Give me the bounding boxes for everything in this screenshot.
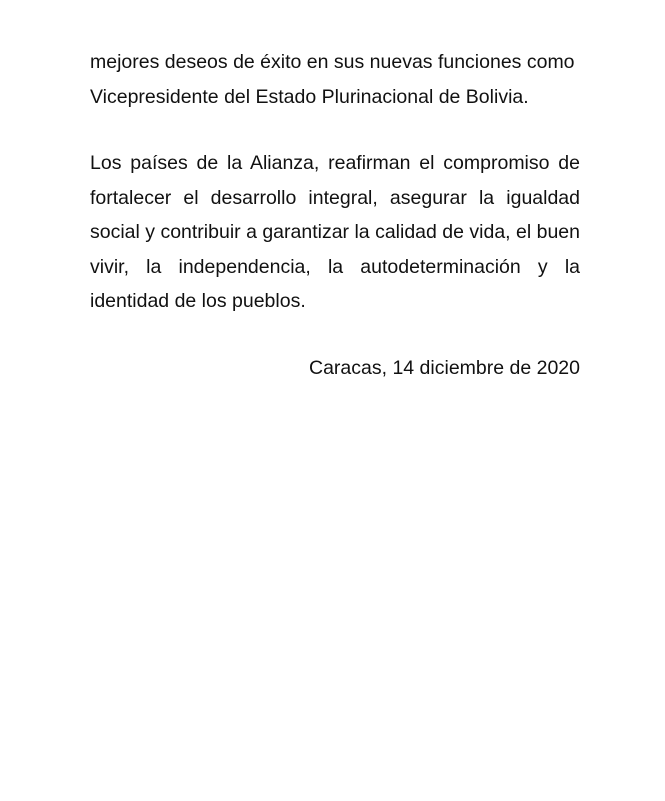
place-date-line: Caracas, 14 diciembre de 2020 (309, 357, 580, 379)
commitment-paragraph: Los países de la Alianza, reafirman el compromiso de fortalecer el desarrollo integral, asegurar la igualdad social y contribuir a garantizar la calidad de vida, el buen vivir, la independencia, la autodeterminación y la identidad de los pueblos. (90, 152, 580, 312)
closing-wishes-paragraph: mejores deseos de éxito en sus nuevas funciones como Vicepresidente del Estado Plurinacional de Bolivia. (90, 51, 575, 108)
